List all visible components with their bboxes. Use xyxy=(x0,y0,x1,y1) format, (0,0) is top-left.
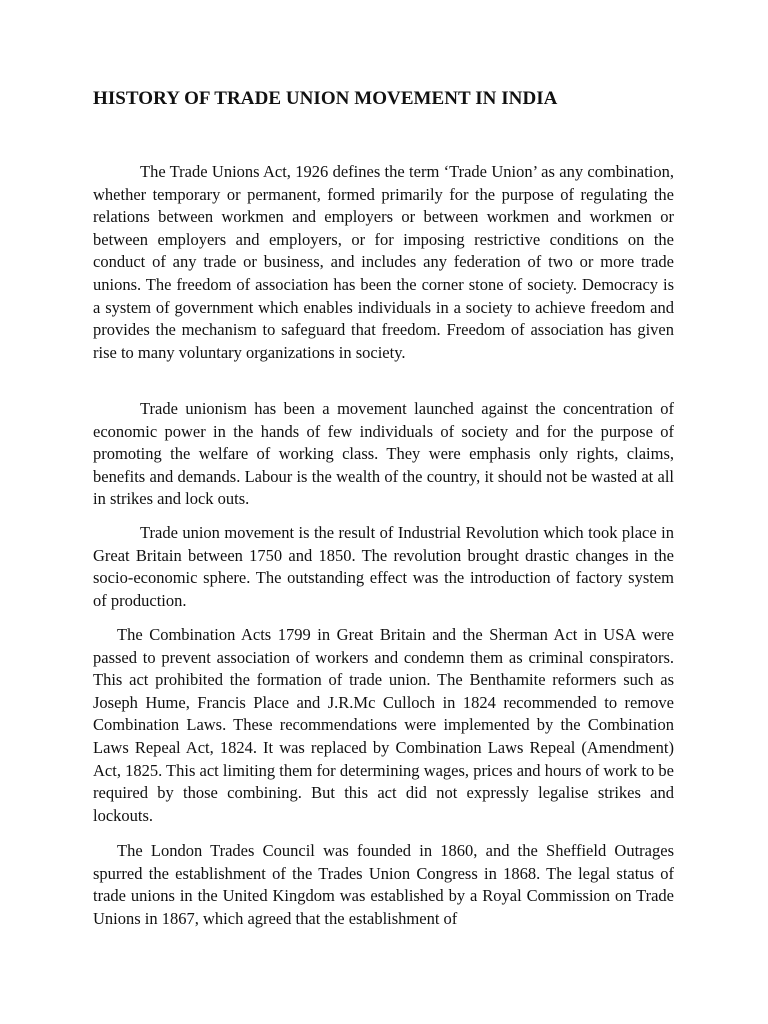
paragraph-trade-unions-act-definition: The Trade Unions Act, 1926 defines the term ‘Trade Union’ as any combination, whether temporary or permanent, formed primarily for the purpose of regulating the relations between workmen and employers or between workmen and workmen or between employers and employers, or for imposing restrictive conditions on the conduct of any trade or business, and includes any federation of two or more trade unions. The freedom of association has been the corner stone of society. Democracy is a system of government which enables individuals in a society to achieve freedom and provides the mechanism to safeguard that freedom. Freedom of association has given rise to many voluntary organizations in society. xyxy=(93,162,674,362)
document-title: HISTORY OF TRADE UNION MOVEMENT IN INDIA xyxy=(93,88,558,109)
paragraph-london-trades-council: The London Trades Council was founded in 1860, and the Sheffield Outrages spurred the establishment of the Trades Union Congress in 1868. The legal status of trade unions in the United Kingdom was established by a Royal Commission on Trade Unions in 1867, which agreed that the establishment of xyxy=(93,841,674,928)
paragraph-industrial-revolution: Trade union movement is the result of Industrial Revolution which took place in Great Britain between 1750 and 1850. The revolution brought drastic changes in the socio-economic sphere. The outstanding effect was the introduction of factory system of production. xyxy=(93,523,674,610)
paragraph-combination-acts: The Combination Acts 1799 in Great Britain and the Sherman Act in USA were passed to prevent association of workers and condemn them as criminal conspirators. This act prohibited the formation of trade union. The Benthamite reformers such as Joseph Hume, Francis Place and J.R.Mc Culloch in 1824 recommended to remove Combination Laws. These recommendations were implemented by the Combination Laws Repeal Act, 1824. It was replaced by Combination Laws Repeal (Amendment) Act, 1825. This act limiting them for determining wages, prices and hours of work to be required by those combining. But this act did not expressly legalise strikes and lockouts. xyxy=(93,625,674,825)
paragraph-trade-unionism-movement: Trade unionism has been a movement launched against the concentration of economic power in the hands of few individuals of society and for the purpose of promoting the welfare of working class. They were emphasis only rights, claims, benefits and demands. Labour is the wealth of the country, it should not be wasted at all in strikes and lock outs. xyxy=(93,399,674,509)
